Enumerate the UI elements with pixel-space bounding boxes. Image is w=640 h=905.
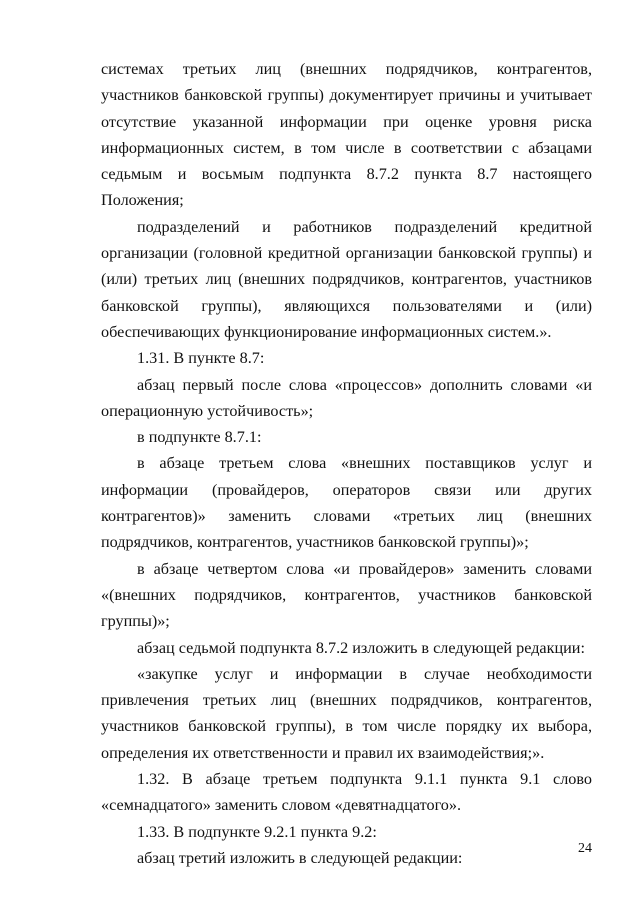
paragraph-fourth-abzac: в абзаце четвертом слова «и провайдеров» заменить словами «(внешних подрядчиков, контрагентов, участников банковской группы)»; xyxy=(101,559,592,631)
paragraph-procurement: «закупке услуг и информации в случае необходимости привлечения третьих лиц (внешних подрядчиков, контрагентов, участников банковской группы), в том числе порядку их выбора, определения их ответственности и правил их взаимодействия;». xyxy=(101,664,592,762)
page-number: 24 xyxy=(578,841,592,856)
paragraph-subpoint-8-7-1: в подпункте 8.7.1: xyxy=(137,428,262,447)
paragraph-third-abzac: в абзаце третьем слова «внешних поставщиков услуг и информации (провайдеров, операторов связи или других контрагентов)» заменить словами «третьих лиц (внешних подрядчиков, контрагентов, участников банковской группы)»; xyxy=(101,454,592,552)
paragraph-continuation: системах третьих лиц (внешних подрядчиков, контрагентов, участников банковской группы) документирует причины и учитывает отсутствие указанной информации при оценке уровня риска информационных систем, в том числе в соответствии с абзацами седьмым и восьмым подпункта 8.7.2 пункта 8.7 настоящего Положения; xyxy=(101,60,592,210)
paragraph-subdivisions: подразделений и работников подразделений кредитной организации (головной кредитной организации банковской группы) и (или) третьих лиц (внешних подрядчиков, контрагентов, участников банковской группы), являющихся пользователями и (или) обеспечивающих функционирование информационных систем.». xyxy=(101,217,592,341)
paragraph-first-abzac: абзац первый после слова «процессов» дополнить словами «и операционную устойчивость»; xyxy=(101,375,592,420)
paragraph-section-1-32: 1.32. В абзаце третьем подпункта 9.1.1 пункта 9.1 слово «семнадцатого» заменить словом «девятнадцатого». xyxy=(101,770,592,815)
paragraph-seventh-abzac: абзац седьмой подпункта 8.7.2 изложить в следующей редакции: xyxy=(137,638,585,657)
paragraph-third-abzac-new: абзац третий изложить в следующей редакции: xyxy=(137,848,463,867)
document-body xyxy=(101,56,592,871)
paragraph-section-1-31: 1.31. В пункте 8.7: xyxy=(137,349,265,368)
paragraph-section-1-33: 1.33. В подпункте 9.2.1 пункта 9.2: xyxy=(137,822,377,841)
